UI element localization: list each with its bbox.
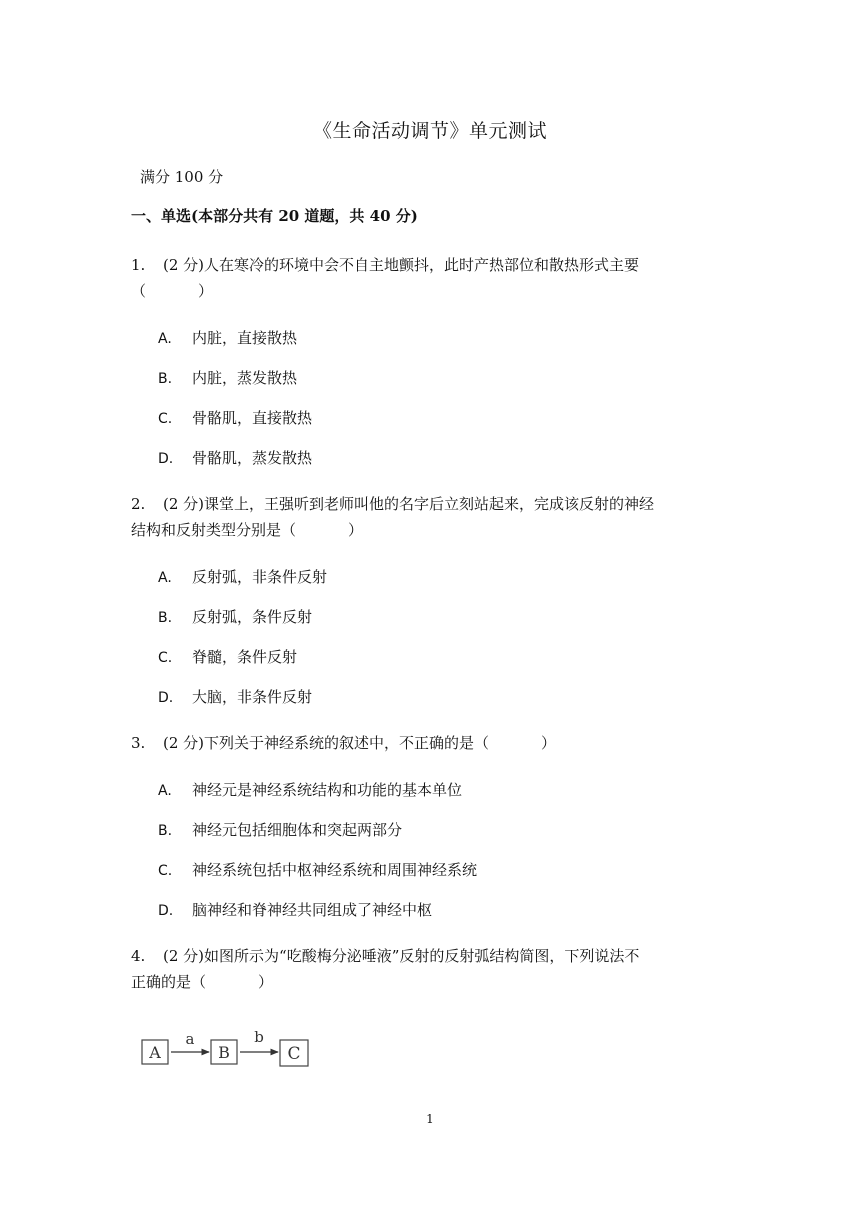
question-stem-line2-end: ）	[198, 282, 214, 300]
box-a-label: A	[149, 1043, 161, 1062]
question-number: 3.	[131, 734, 146, 752]
option-letter: A.	[158, 783, 172, 799]
option-letter: A.	[158, 331, 172, 347]
option-text: 反射弧，非条件反射	[192, 568, 328, 586]
full-score-note: 满分 100 分	[140, 168, 224, 186]
question-points: (2 分)	[163, 495, 205, 513]
section-heading: 一、单选(本部分共有 20 道题，共 40 分)	[131, 207, 418, 225]
question-stem-end: ）	[541, 734, 557, 752]
question-stem: 课堂上，王强听到老师叫他的名字后立刻站起来，完成该反射的神经	[204, 495, 655, 513]
arrow-a-label: a	[185, 1030, 195, 1048]
question-stem: 下列关于神经系统的叙述中，不正确的是（	[204, 734, 490, 752]
option-d	[158, 447, 312, 468]
option-text: 神经元包括细胞体和突起两部分	[192, 821, 403, 839]
option-text: 大脑，非条件反射	[192, 688, 313, 706]
option-c	[158, 407, 312, 428]
option-a	[158, 779, 462, 800]
option-letter: C.	[158, 863, 173, 879]
option-letter: B.	[158, 610, 173, 626]
question-stem: 人在寒冷的环境中会不自主地颤抖，此时产热部位和散热形式主要	[204, 256, 640, 274]
question-number: 1.	[131, 256, 146, 274]
question-number: 2.	[131, 495, 146, 513]
option-a	[158, 566, 327, 587]
option-letter: B.	[158, 823, 173, 839]
question-stem-line2: 正确的是（	[131, 973, 207, 991]
question-points: (2 分)	[163, 947, 205, 965]
question-2	[131, 491, 731, 543]
option-c	[158, 859, 477, 880]
question-1	[131, 252, 731, 304]
option-letter: C.	[158, 650, 173, 666]
option-text: 反射弧，条件反射	[192, 608, 313, 626]
question-points: (2 分)	[163, 256, 205, 274]
page-title: 《生命活动调节》单元测试	[312, 120, 547, 142]
option-d	[158, 899, 432, 920]
option-letter: D.	[158, 451, 174, 467]
question-stem-line2-end: ）	[348, 521, 364, 539]
option-text: 骨骼肌，蒸发散热	[192, 449, 313, 467]
option-letter: B.	[158, 371, 173, 387]
option-c	[158, 646, 297, 667]
option-text: 神经元是神经系统结构和功能的基本单位	[192, 781, 463, 799]
option-text: 骨骼肌，直接散热	[192, 409, 313, 427]
option-d	[158, 686, 312, 707]
option-letter: D.	[158, 903, 174, 919]
option-text: 脊髓，条件反射	[192, 648, 298, 666]
option-text: 内脏，直接散热	[192, 329, 298, 347]
option-letter: D.	[158, 690, 174, 706]
question-stem-line2-end: ）	[258, 973, 274, 991]
option-letter: A.	[158, 570, 172, 586]
arrow-b-label: b	[254, 1028, 264, 1046]
question-number: 4.	[131, 947, 146, 965]
option-text: 神经系统包括中枢神经系统和周围神经系统	[192, 861, 478, 879]
option-text: 脑神经和脊神经共同组成了神经中枢	[192, 901, 433, 919]
question-3	[131, 730, 731, 756]
question-stem-line2: （	[131, 282, 147, 300]
box-c-label: C	[287, 1044, 301, 1064]
option-letter: C.	[158, 411, 173, 427]
option-a	[158, 327, 297, 348]
question-stem-line2: 结构和反射类型分别是（	[131, 521, 297, 539]
option-b	[158, 606, 312, 627]
page-number: 1	[426, 1112, 434, 1126]
option-b	[158, 819, 402, 840]
option-b	[158, 367, 297, 388]
box-b-label: B	[218, 1043, 230, 1062]
question-4	[131, 943, 731, 995]
question-points: (2 分)	[163, 734, 205, 752]
question-stem: 如图所示为“吃酸梅分泌唾液”反射的反射弧结构简图，下列说法不	[204, 947, 640, 965]
option-text: 内脏，蒸发散热	[192, 369, 298, 387]
reflex-arc-diagram	[140, 1026, 330, 1078]
